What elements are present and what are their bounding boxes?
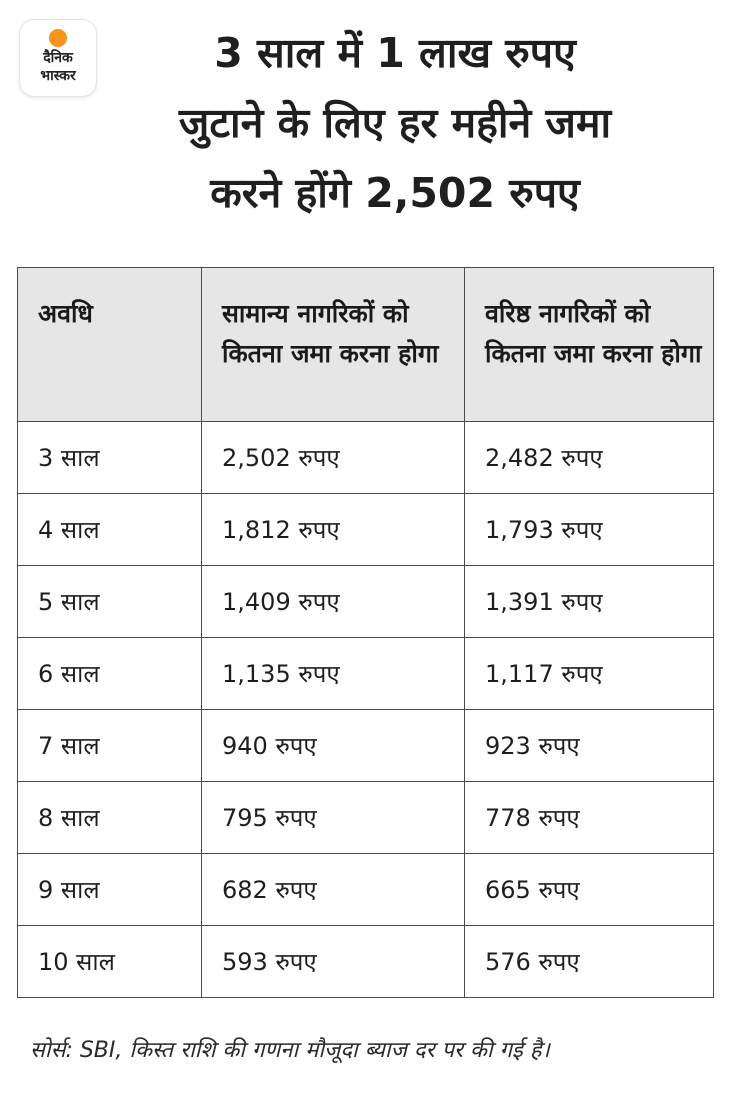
table-row — [18, 566, 714, 638]
cell-period: 10 साल — [18, 926, 202, 998]
cell-senior: 923 रुपए — [465, 710, 714, 782]
sun-icon — [49, 29, 67, 47]
cell-senior: 1,793 रुपए — [465, 494, 714, 566]
cell-general: 940 रुपए — [202, 710, 465, 782]
header-period: अवधि — [18, 268, 202, 422]
logo-text-line1: दैनिक — [43, 50, 73, 66]
cell-period: 3 साल — [18, 422, 202, 494]
cell-general: 1,135 रुपए — [202, 638, 465, 710]
cell-period: 7 साल — [18, 710, 202, 782]
cell-senior: 665 रुपए — [465, 854, 714, 926]
cell-period: 6 साल — [18, 638, 202, 710]
cell-senior: 1,117 रुपए — [465, 638, 714, 710]
cell-senior: 576 रुपए — [465, 926, 714, 998]
cell-general: 682 रुपए — [202, 854, 465, 926]
cell-general: 795 रुपए — [202, 782, 465, 854]
headline — [100, 18, 690, 228]
table-row — [18, 422, 714, 494]
table-row — [18, 926, 714, 998]
headline-line-2: जुटाने के लिए हर महीने जमा — [178, 99, 612, 147]
table-header-row — [18, 268, 714, 422]
cell-senior: 1,391 रुपए — [465, 566, 714, 638]
table-row — [18, 638, 714, 710]
cell-general: 1,409 रुपए — [202, 566, 465, 638]
deposit-table — [17, 267, 714, 998]
cell-general: 593 रुपए — [202, 926, 465, 998]
cell-general: 2,502 रुपए — [202, 422, 465, 494]
table-row — [18, 710, 714, 782]
table-row — [18, 494, 714, 566]
cell-period: 5 साल — [18, 566, 202, 638]
cell-general: 1,812 रुपए — [202, 494, 465, 566]
table-row — [18, 782, 714, 854]
headline-line-1: 3 साल में 1 लाख रुपए — [214, 29, 576, 77]
cell-period: 4 साल — [18, 494, 202, 566]
source-note: सोर्स: SBI, किस्त राशि की गणना मौजूदा ब्याज दर पर की गई है। — [30, 1038, 550, 1063]
cell-period: 9 साल — [18, 854, 202, 926]
table-row — [18, 854, 714, 926]
header-general-citizens: सामान्य नागरिकों को कितना जमा करना होगा — [202, 268, 465, 422]
header-senior-citizens: वरिष्ठ नागरिकों को कितना जमा करना होगा — [465, 268, 714, 422]
cell-period: 8 साल — [18, 782, 202, 854]
logo-text-line2: भास्कर — [40, 68, 76, 84]
dainik-bhaskar-logo — [20, 20, 96, 96]
cell-senior: 2,482 रुपए — [465, 422, 714, 494]
cell-senior: 778 रुपए — [465, 782, 714, 854]
headline-line-3: करने होंगे 2,502 रुपए — [210, 169, 580, 217]
